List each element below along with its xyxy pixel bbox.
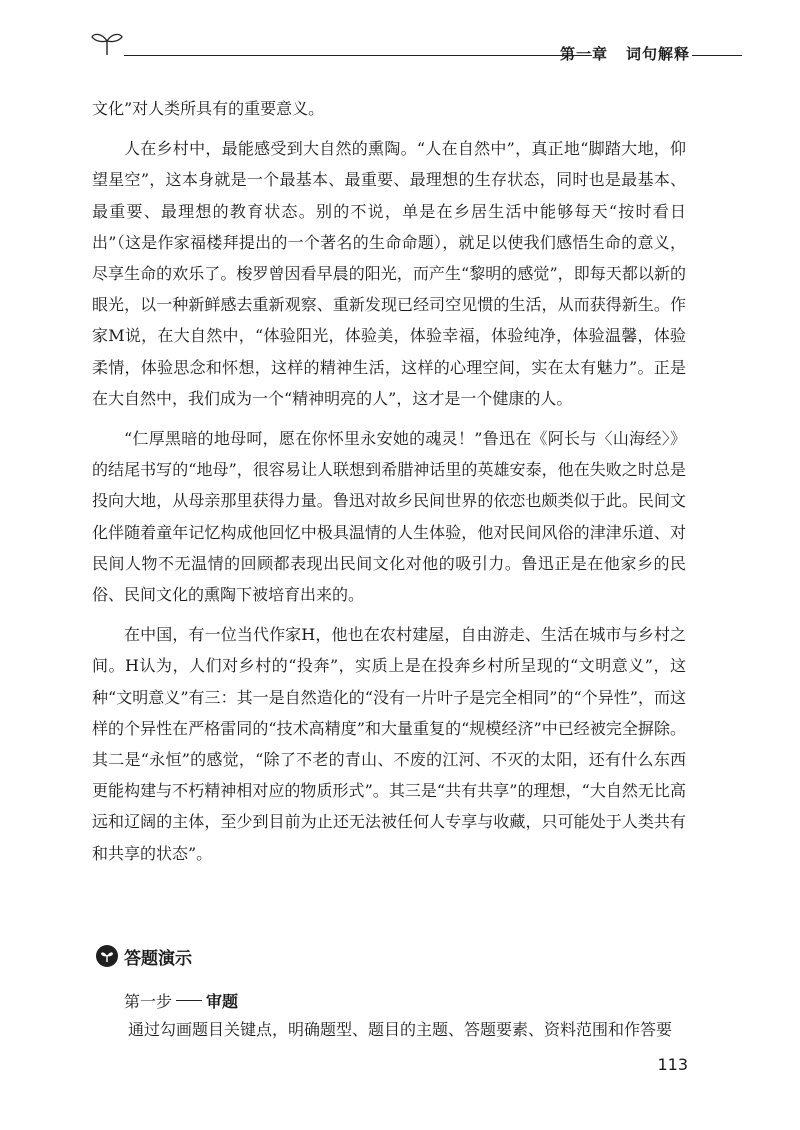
page-number: 113: [657, 1055, 688, 1074]
section-heading: [96, 942, 192, 970]
section-title: 答题演示: [124, 948, 192, 969]
running-header: [70, 28, 742, 64]
header-rule-right: [692, 55, 742, 56]
paragraph: 人在乡村中，最能感受到大自然的熏陶。“人在自然中”，真正地“脚踏大地，仰望星空”，这本身就是一个最基本、最重要、最理想的生存状态，同时也是最基本、最重要、最理想的教育状态。别的不说，单是在乡居生活中能够每天“按时看日出”（这是作家福楼拜提出的一个著名的生命命题），就足以使我们感悟生命的意义，尽享生命的欢乐了。梭罗曾因看早晨的阳光，而产生“黎明的感觉”，即每天都以新的眼光，以一种新鲜感去重新观察、重新发现已经司空见惯的生活，从而获得新生。作家M说，在大自然中，“体验阳光，体验美，体验幸福，体验纯净，体验温馨，体验柔情，体验思念和怀想，这样的精神生活，这样的心理空间，实在太有魅力”。正是在大自然中，我们成为一个“精神明亮的人”，这才是一个健康的人。: [92, 139, 686, 408]
step-heading: [124, 988, 238, 1012]
step-title: 审题: [206, 991, 239, 1011]
paragraph-cut-off: 通过勾画题目关键点，明确题型、题目的主题、答题要素、资料范围和作答要: [128, 1020, 673, 1039]
chapter-label: 第一章: [559, 45, 608, 63]
leaf-icon: [96, 945, 118, 967]
paragraph: 在中国，有一位当代作家H，他也在农村建屋，自由游走、生活在城市与乡村之间。H认为，人们对乡村的“投奔”，实质上是在投奔乡村所呈现的“文明意义”，这种“文明意义”有三：其一是自然造化的“没有一片叶子是完全相同”的“个异性”，而这样的个异性在严格雷同的“技术高精度”和大量重复的“规模经济”中已经被完全摒除。其二是“永恒”的感觉，“除了不老的青山、不废的江河、不灭的太阳，还有什么东西更能构建与不朽精神相对应的物质形式”。其三是“共有共享”的理想，“大自然无比高远和辽阔的主体，至少到目前为止还无法被任何人专享与收藏，只可能处于人类共有和共享的状态”。: [92, 625, 686, 863]
body-text: [92, 93, 686, 878]
chapter-heading: [560, 43, 690, 64]
chapter-title: 词句解释: [625, 45, 690, 63]
header-rule-left: [124, 55, 592, 56]
step-label: 第一步: [124, 991, 173, 1011]
step-dash: [176, 1000, 202, 1001]
paragraph: “仁厚黑暗的地母呵，愿在你怀里永安她的魂灵！”鲁迅在《阿长与〈山海经〉》的结尾书写的“地母”，很容易让人联想到希腊神话里的英雄安泰，他在失败之时总是投向大地，从母亲那里获得力量。鲁迅对故乡民间世界的依恋也颇类似于此。民间文化伴随着童年记忆构成他回忆中极具温情的人生体验，他对民间风俗的津津乐道、对民间人物不无温情的回顾都表现出民间文化对他的吸引力。鲁迅正是在他家乡的民俗、民间文化的熏陶下被培育出来的。: [92, 429, 686, 605]
paragraph-continuation: 文化”对人类所具有的重要意义。: [92, 99, 325, 118]
sprout-icon: [90, 30, 124, 56]
